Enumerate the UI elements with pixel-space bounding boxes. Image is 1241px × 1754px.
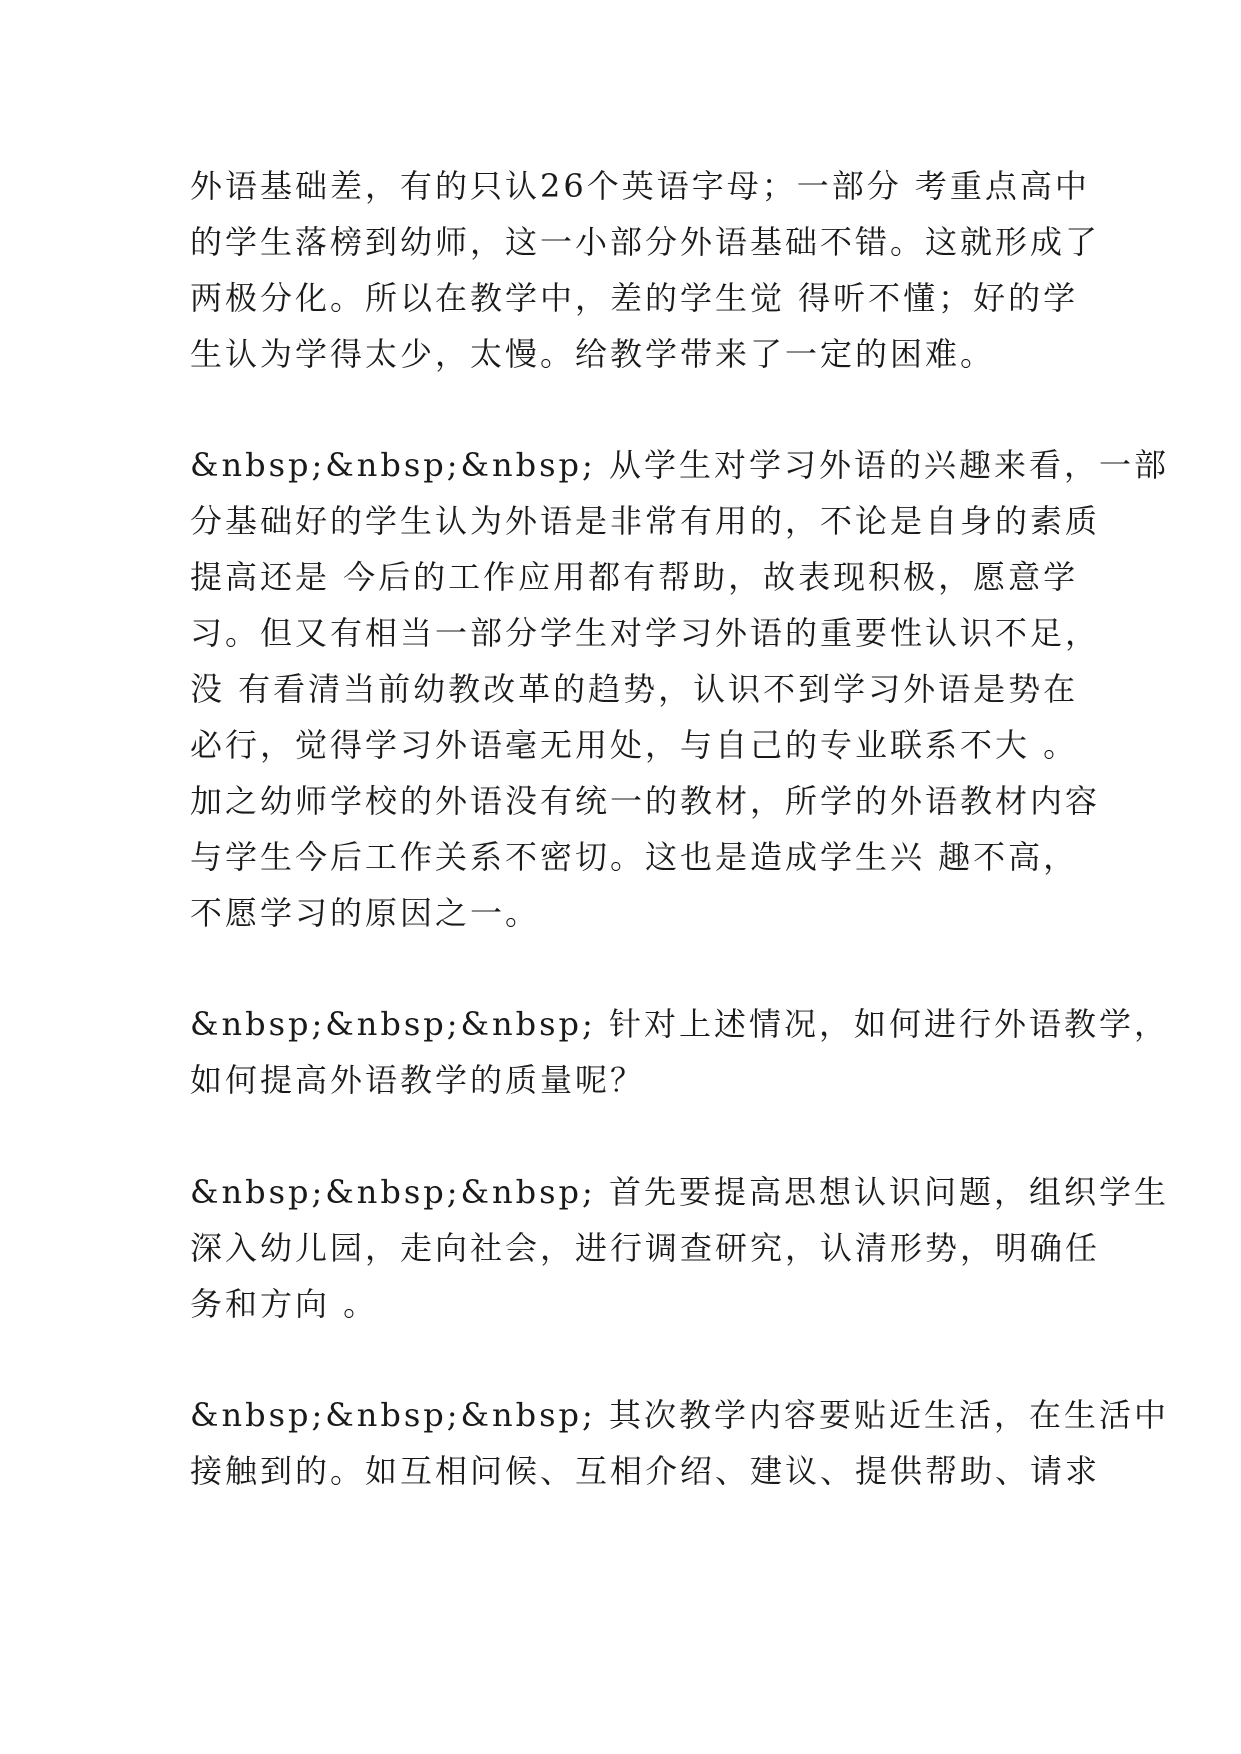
text-line: 加之幼师学校的外语没有统一的教材，所学的外语教材内容 (190, 782, 1101, 820)
text-line: 如何提高外语教学的质量呢？ (190, 1061, 646, 1099)
text-line: 必行，觉得学习外语毫无用处，与自己的专业联系不大 。 (190, 726, 1079, 764)
text-line: 接触到的。如互相问候、互相介绍、建议、提供帮助、请求 (190, 1452, 1101, 1490)
text-line: 务和方向 。 (190, 1285, 379, 1323)
text-line: &nbsp;&nbsp;&nbsp; 针对上述情况，如何进行外语教学， (190, 1005, 1169, 1043)
text-line: 的学生落榜到幼师，这一小部分外语基础不错。这就形成了 (190, 223, 1101, 261)
text-line: &nbsp;&nbsp;&nbsp; 其次教学内容要贴近生活，在生活中 (190, 1396, 1169, 1434)
text-line: 习。但又有相当一部分学生对学习外语的重要性认识不足， (190, 614, 1101, 652)
text-line: 深入幼儿园，走向社会，进行调查研究，认清形势，明确任 (190, 1229, 1101, 1267)
text-line: 没 有看清当前幼教改革的趋势，认识不到学习外语是势在 (190, 670, 1079, 708)
text-line: &nbsp;&nbsp;&nbsp; 从学生对学习外语的兴趣来看，一部 (190, 446, 1169, 484)
text-line: 不愿学习的原因之一。 (190, 894, 541, 932)
text-line: 分基础好的学生认为外语是非常有用的，不论是自身的素质 (190, 502, 1101, 540)
text-line: 生认为学得太少，太慢。给教学带来了一定的困难。 (190, 335, 996, 373)
text-line: 与学生今后工作关系不密切。这也是造成学生兴 趣不高， (190, 838, 1079, 876)
text-line: 提高还是 今后的工作应用都有帮助，故表现积极，愿意学 (190, 558, 1079, 596)
text-line: 两极分化。所以在教学中，差的学生觉 得听不懂；好的学 (190, 279, 1079, 317)
text-line: 外语基础差，有的只认26个英语字母；一部分 考重点高中 (190, 167, 1090, 205)
text-line: &nbsp;&nbsp;&nbsp; 首先要提高思想认识问题，组织学生 (190, 1173, 1169, 1211)
